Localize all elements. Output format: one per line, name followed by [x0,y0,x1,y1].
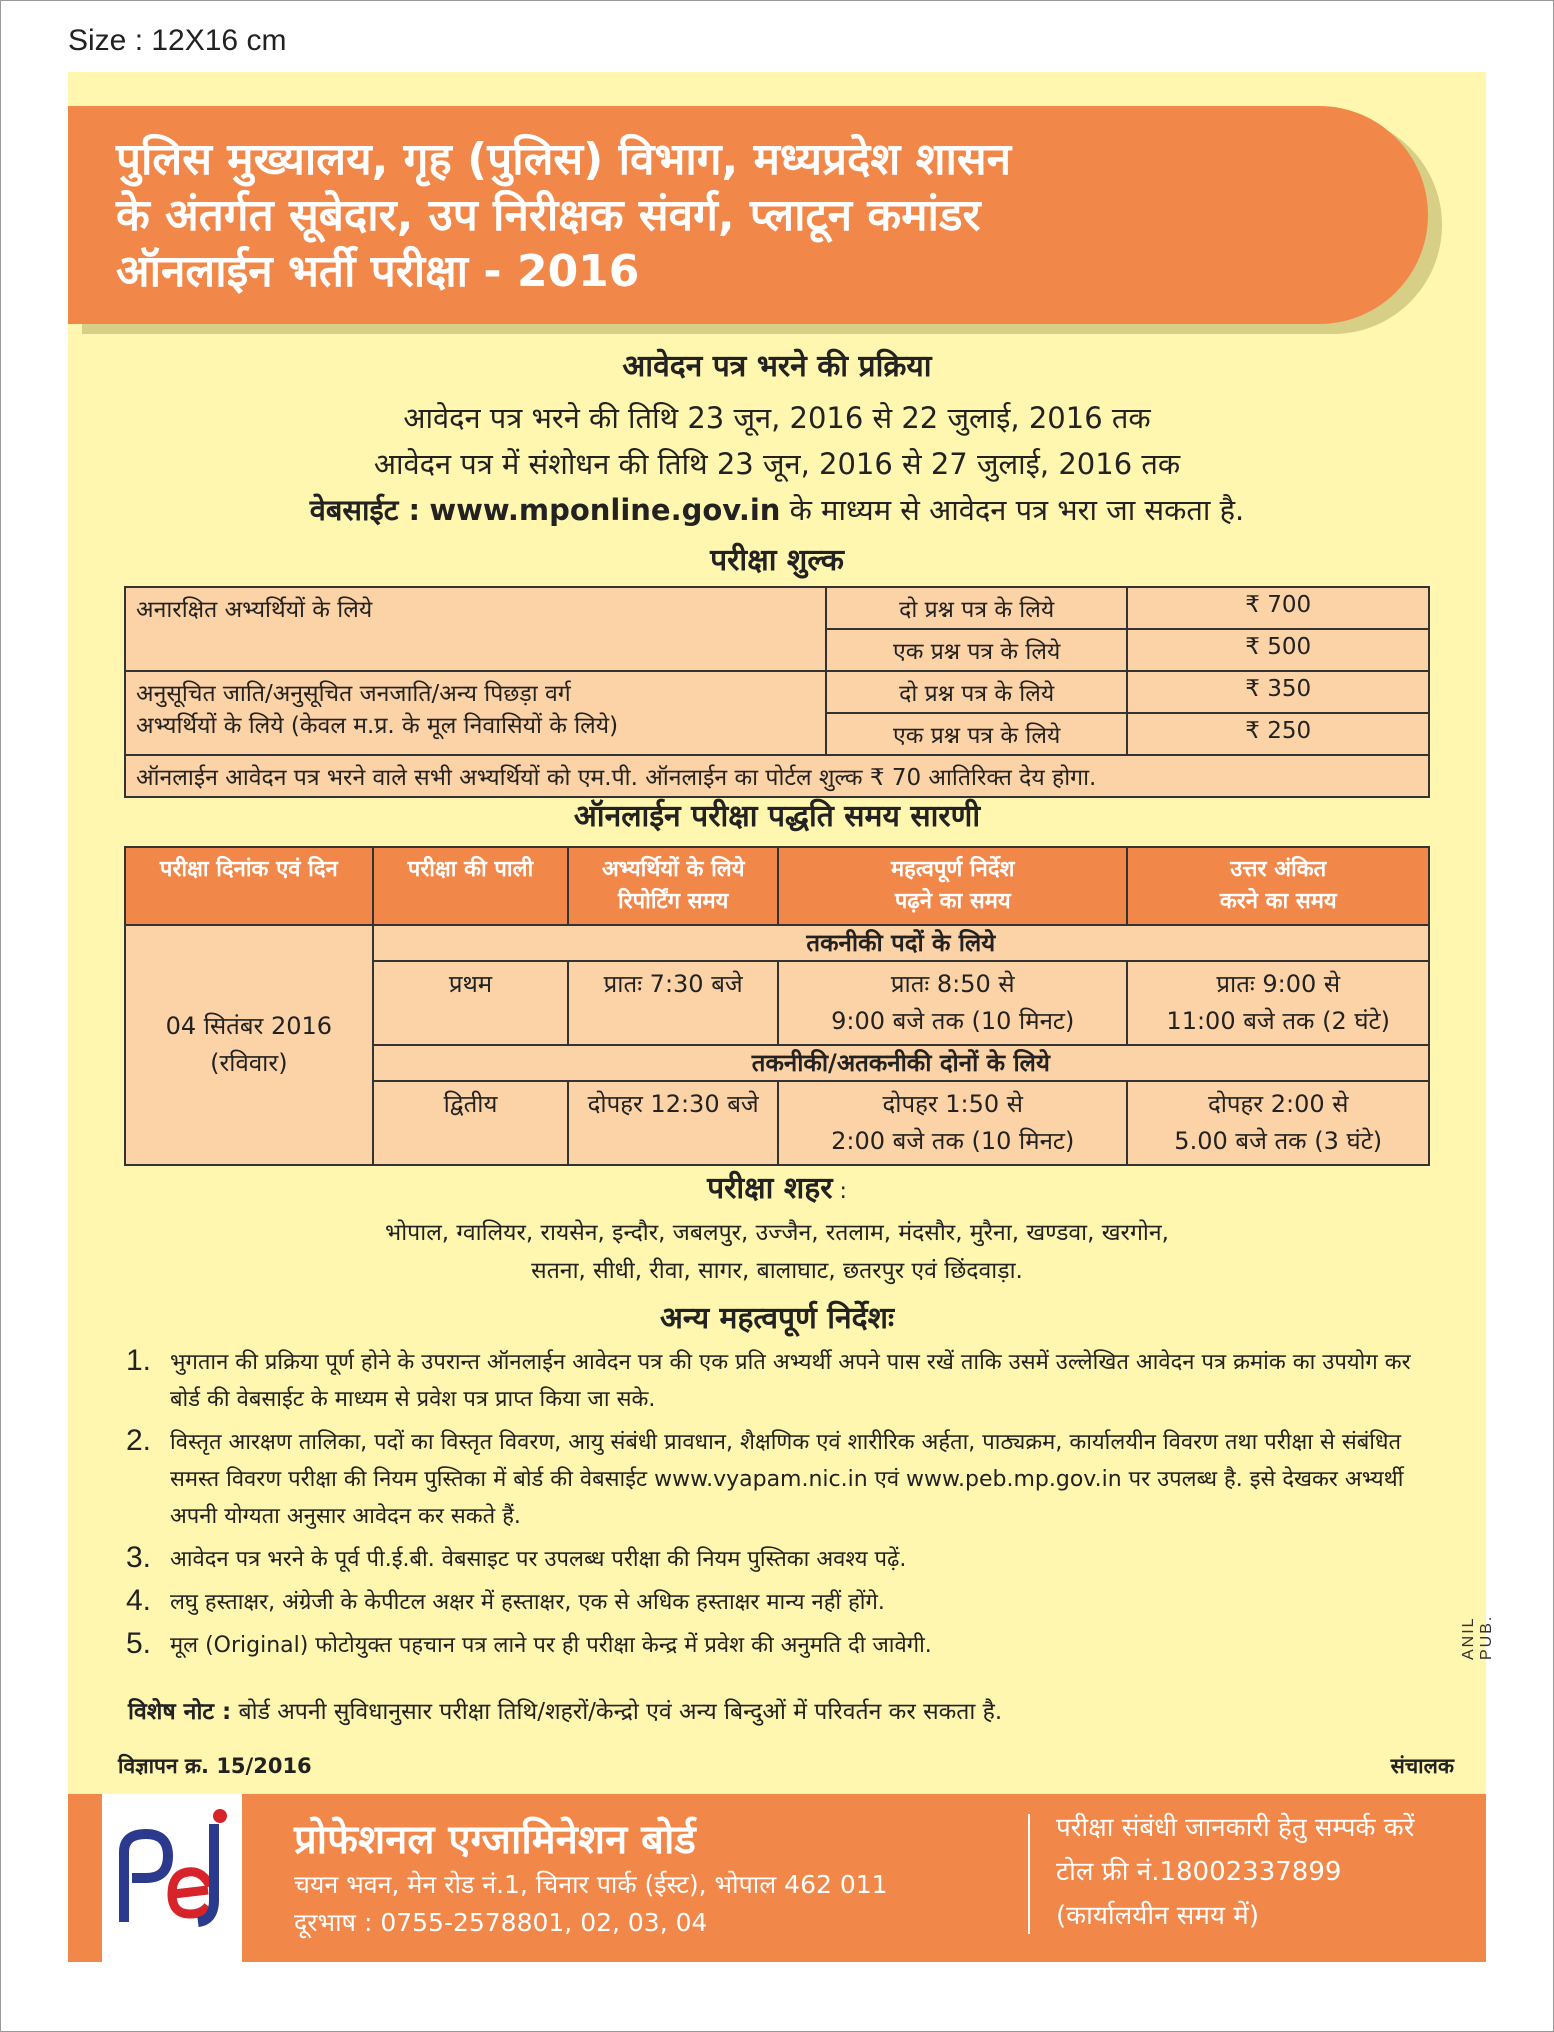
fee-paper-count: दो प्रश्न पत्र के लिये [826,587,1128,629]
header-line: महत्वपूर्ण निर्देश [891,857,1015,882]
item-number: 4. [126,1584,152,1617]
header-line: करने का समय [1219,889,1337,914]
cities-heading [68,1166,1486,1207]
col-header-answering [1127,847,1429,925]
website-label: वेबसाईट : [309,493,421,527]
cities-line: सतना, सीधी, रीवा, सागर, बालाघाट, छतरपुर एवं छिंदवाड़ा. [531,1258,1023,1284]
size-label: Size : 12X16 cm [68,24,287,57]
fee-amount: ₹ 250 [1127,713,1429,755]
answer-time [1127,961,1429,1045]
item-number: 2. [126,1424,152,1457]
office-hours-line: (कार्यालयीन समय में) [1056,1901,1259,1931]
fee-category-reserved [125,671,826,755]
special-note [128,1694,1002,1726]
fee-amount: ₹ 350 [1127,671,1429,713]
correction-dates: आवेदन पत्र में संशोधन की तिथि 23 जून, 2016 से 27 जुलाई, 2016 तक [373,447,1181,481]
cities-list [68,1214,1486,1290]
time-line: दोपहर 1:50 से [882,1090,1024,1118]
fee-amount: ₹ 500 [1127,629,1429,671]
exam-date: 04 सितंबर 2016 [165,1012,333,1040]
director-signature: संचालक [1390,1754,1454,1778]
cities-line: भोपाल, ग्वालियर, रायसेन, इन्दौर, जबलपुर, उज्जैन, रतलाम, मंदसौर, मुरैना, खण्डवा, खरगोन, [385,1220,1169,1246]
instructions-list [126,1344,1436,1670]
col-header-reading [778,847,1127,925]
list-item [126,1424,1436,1535]
item-text: मूल (Original) फोटोयुक्त पहचान पत्र लाने पर ही परीक्षा केन्द्र में प्रवेश की अनुमति दी जावेगी. [170,1633,932,1658]
portal-fee-note: ऑनलाईन आवेदन पत्र भरने वाले सभी अभ्यर्थियों को एम.पी. ऑनलाईन का पोर्टल शुल्क ₹ 70 आतिरिक्त देय होगा. [125,755,1429,797]
fee-table [124,586,1430,798]
item-number: 1. [126,1344,152,1377]
banner-line-2: के अंतर्गत सूबेदार, उप निरीक्षक संवर्ग, प्लाटून कमांडर [116,190,981,241]
website-rest: के माध्यम से आवेदन पत्र भरा जा सकता है. [789,493,1245,527]
table-row [125,587,1429,629]
schedule-table [124,846,1430,1166]
fee-paper-count: दो प्रश्न पत्र के लिये [826,671,1128,713]
list-item [126,1627,1436,1664]
time-line: प्रातः 9:00 से [1216,970,1341,998]
technical-subheading: तकनीकी पदों के लिये [373,925,1429,961]
toll-free-line: टोल फ्री नं.18002337899 [1056,1857,1342,1887]
table-header-row [125,847,1429,925]
contact-line: परीक्षा संबंधी जानकारी हेतु सम्पर्क करें [1056,1813,1415,1843]
time-line: 9:00 बजे तक (10 मिनट) [831,1007,1075,1035]
time-line: 2:00 बजे तक (10 मिनट) [831,1127,1075,1155]
fee-category-line: अनुसूचित जाति/अनुसूचित जनजाति/अन्य पिछड़ा वर्ग [136,681,571,707]
fee-paper-count: एक प्रश्न पत्र के लिये [826,629,1128,671]
footer-bar [68,1794,1486,1962]
fee-paper-count: एक प्रश्न पत्र के लिये [826,713,1128,755]
fee-category-general: अनारक्षित अभ्यर्थियों के लिये [125,587,826,671]
banner-line-1: पुलिस मुख्यालय, गृह (पुलिस) विभाग, मध्यप्रदेश शासन [116,134,1012,185]
list-item [126,1584,1436,1621]
list-item [126,1344,1436,1418]
banner-title [116,132,1388,300]
reporting-time: दोपहर 12:30 बजे [568,1081,778,1165]
exam-date-cell [125,925,373,1165]
phone-line: दूरभाष : 0755-2578801, 02, 03, 04 [294,1908,708,1937]
header-line: रिपोर्टिंग समय [617,889,729,914]
reading-time [778,1081,1127,1165]
fee-amount: ₹ 700 [1127,587,1429,629]
header-line: पढ़ने का समय [894,889,1011,914]
table-row [125,671,1429,713]
application-dates: आवेदन पत्र भरने की तिथि 23 जून, 2016 से 22 जुलाई, 2016 तक [403,401,1151,435]
item-text: लघु हस्ताक्षर, अंग्रेजी के केपीटल अक्षर में हस्ताक्षर, एक से अधिक हस्ताक्षर मान्य नहीं होंगे. [170,1590,885,1615]
title-banner [68,106,1428,324]
table-row [125,755,1429,797]
item-number: 5. [126,1627,152,1660]
shift-name: प्रथम [373,961,569,1045]
board-address [294,1866,888,1942]
fee-heading: परीक्षा शुल्क [710,543,844,578]
fee-category-line: अभ्यर्थियों के लिये (केवल म.प्र. के मूल निवासियों के लिये) [136,713,619,739]
process-heading: आवेदन पत्र भरने की प्रक्रिया [622,349,932,384]
instructions-heading: अन्य महत्वपूर्ण निर्देशः [659,1301,895,1336]
time-line: 11:00 बजे तक (2 घंटे) [1166,1007,1391,1035]
ad-number: विज्ञापन क्र. 15/2016 [118,1754,312,1778]
side-credit: ANIL PUB. [1460,1614,1495,1660]
contact-info [1056,1806,1414,1938]
time-line: प्रातः 8:50 से [890,970,1015,998]
both-subheading: तकनीकी/अतकनीकी दोनों के लिये [373,1045,1429,1081]
website-line [68,490,1486,529]
exam-day: (रविवार) [210,1049,288,1077]
shift-name: द्वितीय [373,1081,569,1165]
time-line: 5.00 बजे तक (3 घंटे) [1174,1127,1383,1155]
item-text: आवेदन पत्र भरने के पूर्व पी.ई.बी. वेबसाइट पर उपलब्ध परीक्षा की नियम पुस्तिका अवश्य पढ़ें. [170,1547,907,1572]
footer-divider [1028,1814,1030,1934]
special-note-label: विशेष नोट : [128,1699,232,1725]
banner-line-3: ऑनलाईन भर्ती परीक्षा - 2016 [116,246,640,297]
address-line: चयन भवन, मेन रोड नं.1, चिनार पार्क (ईस्ट), भोपाल 462 011 [294,1870,888,1899]
special-note-text: बोर्ड अपनी सुविधानुसार परीक्षा तिथि/शहरों/केन्द्रो एवं अन्य बिन्दुओं में परिवर्तन कर सकता है. [238,1699,1003,1725]
list-item [126,1541,1436,1578]
peb-logo [102,1794,242,1962]
item-number: 3. [126,1541,152,1574]
reporting-time: प्रातः 7:30 बजे [568,961,778,1045]
cities-heading-text: परीक्षा शहर [707,1171,833,1206]
cities-heading-colon: : [832,1179,847,1204]
item-text: विस्तृत आरक्षण तालिका, पदों का विस्तृत विवरण, आयु संबंधी प्रावधान, शैक्षणिक एवं शारीरिक अर्हता, पाठ्यक्रम, कार्यालयीन विवरण तथा परीक्षा से संबंधित समस्त विवरण परीक्षा की नियम पुस्तिका में बोर्ड की वेबसाईट www.vyapam.nic.in एवं www.peb.mp.gov.in पर उपलब्ध है. इसे देखकर अभ्यर्थी अपनी योग्यता अनुसार आवेदन कर सकते हैं. [170,1430,1404,1529]
header-line: उत्तर अंकित [1230,857,1327,882]
col-header-shift: परीक्षा की पाली [373,847,569,925]
schedule-heading: ऑनलाईन परीक्षा पद्धति समय सारणी [573,799,981,834]
item-text: भुगतान की प्रक्रिया पूर्ण होने के उपरान्त ऑनलाईन आवेदन पत्र की एक प्रति अभ्यर्थी अपने पास रखें ताकि उसमें उल्लेखित आवेदन पत्र क्रमांक का उपयोग कर बोर्ड की वेबसाईट के माध्यम से प्रवेश पत्र प्राप्त किया जा सके. [170,1350,1411,1412]
time-line: दोपहर 2:00 से [1207,1090,1349,1118]
reading-time [778,961,1127,1045]
answer-time [1127,1081,1429,1165]
col-header-reporting [568,847,778,925]
header-line: अभ्यर्थियों के लिये [601,857,745,882]
board-name: प्रोफेशनल एग्जामिनेशन बोर्ड [294,1817,696,1863]
peb-logo-icon [102,1794,242,1962]
table-row [125,925,1429,961]
website-link[interactable]: www.mponline.gov.in [429,493,781,527]
col-header-date: परीक्षा दिनांक एवं दिन [125,847,373,925]
